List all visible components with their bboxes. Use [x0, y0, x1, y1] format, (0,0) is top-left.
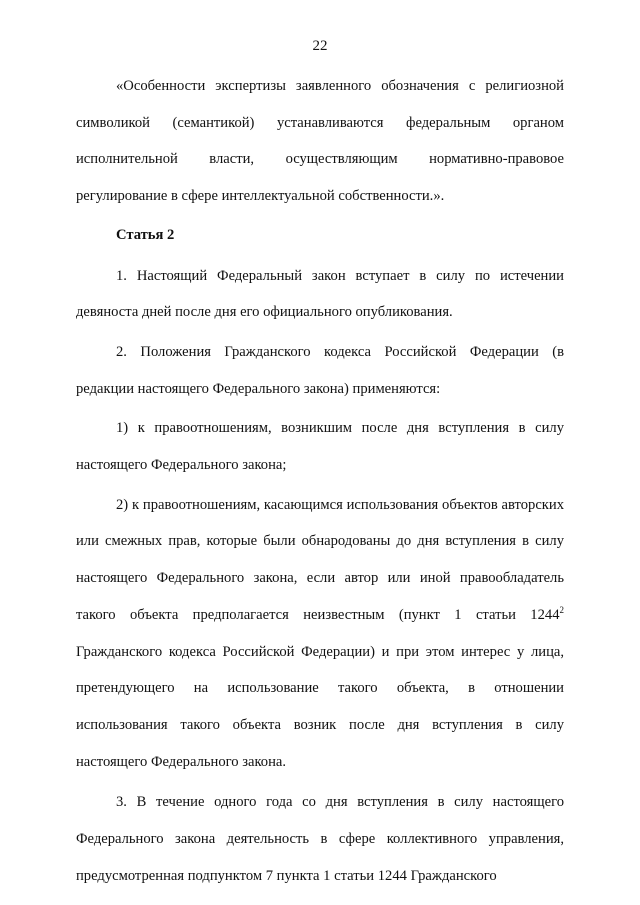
article-item-1: 1. Настоящий Федеральный закон вступает в силу по истечении девяноста дней после дня его официального опубликования. — [76, 267, 564, 321]
article-heading: Статья 2 — [116, 226, 175, 243]
superscript-index: 2 — [559, 604, 564, 615]
article-item-2-sub-2 — [76, 487, 564, 781]
article-item-2-sub-2-text-after: Гражданского кодекса Российской Федерации) и при этом интерес у лица, претендующего на использование такого объекта, в отношении использования такого объекта возник после дня вступления в силу настоящего Федерального закона. — [76, 643, 564, 770]
document-body — [76, 68, 564, 894]
article-item-2: 2. Положения Гражданского кодекса Российской Федерации (в редакции настоящего Федерального закона) применяются: — [76, 343, 564, 397]
article-item-2-sub-1: 1) к правоотношениям, возникшим после дня вступления в силу настоящего Федерального закона; — [76, 420, 564, 474]
page-number: 22 — [312, 38, 328, 54]
article-item-3: 3. В течение одного года со дня вступления в силу настоящего Федерального закона деятельность в сфере коллективного управления, предусмотренная подпунктом 7 пункта 1 статьи 1244 Гражданского — [76, 794, 564, 884]
article-item-2-sub-2-text-before: 2) к правоотношениям, касающимся использования объектов авторских или смежных прав, которые были обнародованы до дня вступления в силу настоящего Федерального закона, если автор или иной правообладатель такого объекта предполагается неизвестным (пункт 1 статьи 1244 — [76, 496, 564, 623]
quote-paragraph: «Особенности экспертизы заявленного обозначения с религиозной символикой (семантикой) устанавливаются федеральным органом исполнительной власти, осуществляющим нормативно-правовое регулирование в сфере интеллектуальной собственности.». — [76, 78, 564, 205]
